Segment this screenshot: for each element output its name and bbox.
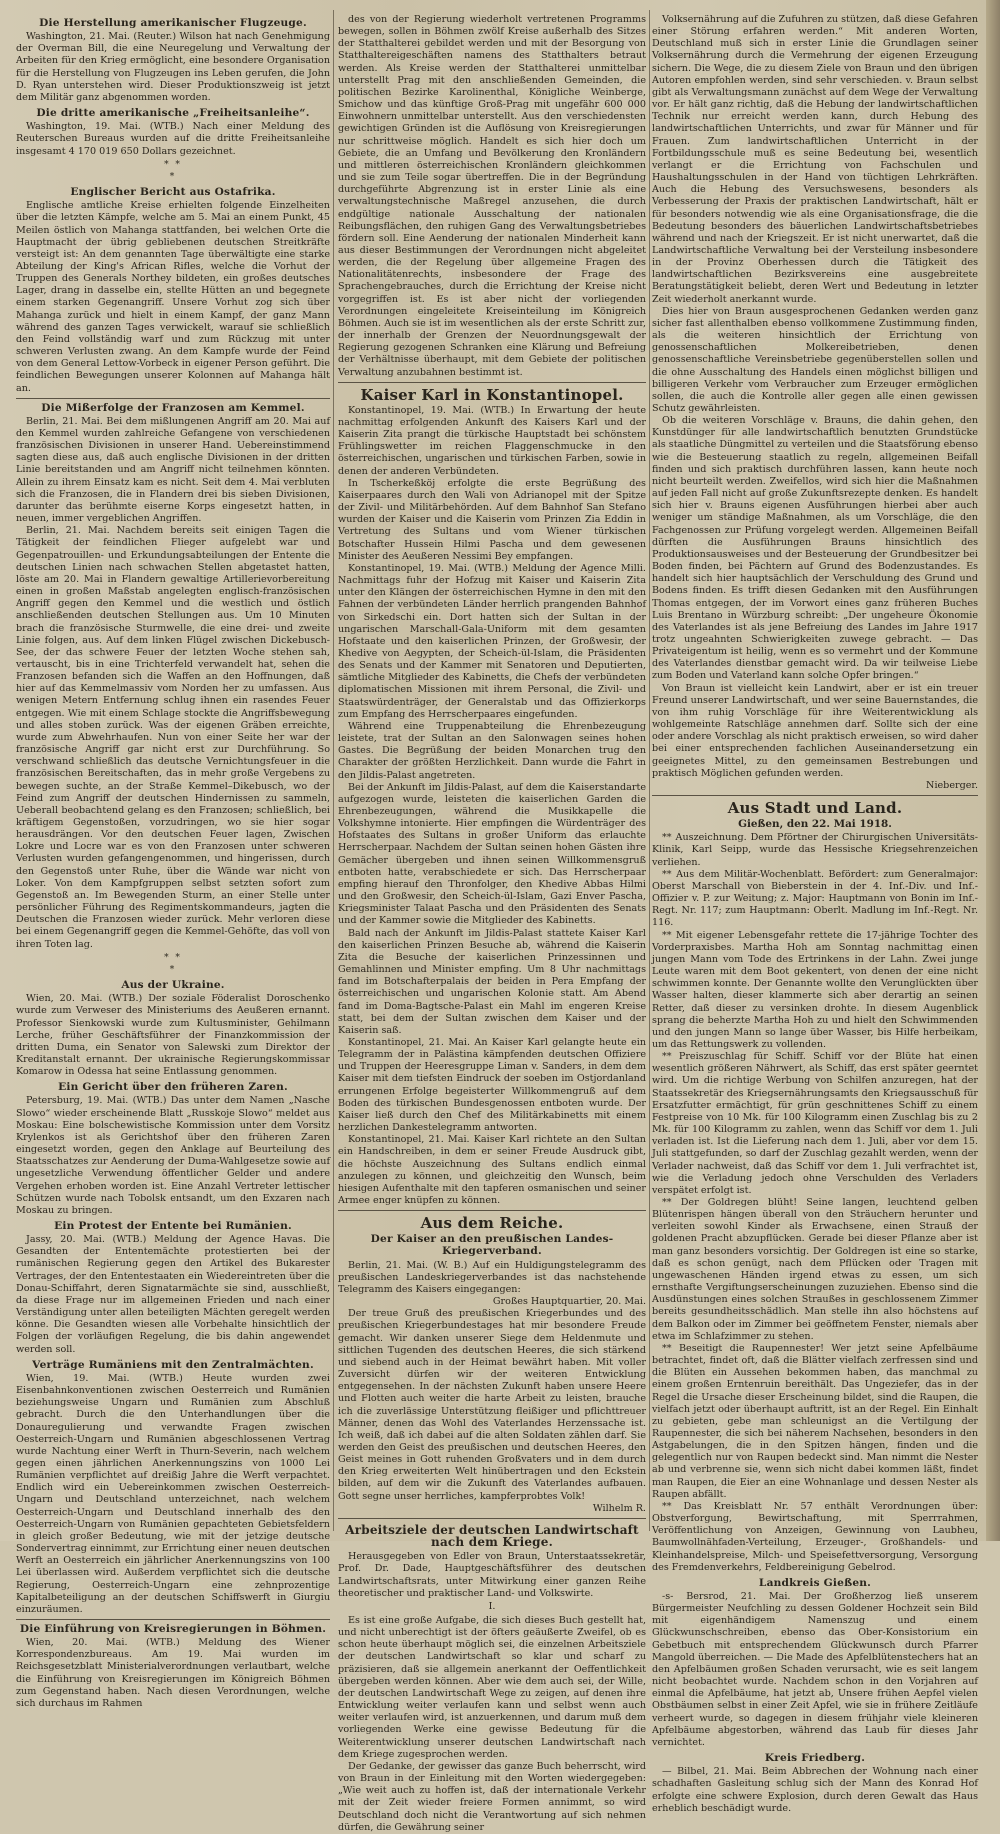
article-paragraph: Berlin, 21. Mai. Nachdem bereits seit einigen Tagen die Tätigkeit der feindlichen Flieger aufgelebt war und Gegenpatrouillen- und Erkundungsabteilungen der Entente die deutschen Linien nach schwachen Stellen abgetastet hatten, löste am 20. Mai in Flandern gewaltige Artillerievorbereitung einen in großen Maßstab angelegten englisch-französischen Angriff gegen den Kemmel und die westlich und östlich anschließenden deutschen Stellungen aus. Um 10 Minuten brach die französische Sturmwelle, die eine drei- und zweite Linie folgen, aus. Auf dem linken Flügel zwischen Dickebusch-See, der das schwere Feuer der letzten Woche stehen sah, vertauscht, bis in eine Trichterfeld verwandelt hat, sehen die Franzosen befanden sich die Waffen an den Hoffnungen, daß hier auf das Kemmelmassiv vom Norden her zu umfassen. Aus wenigen Metern Entfernung schlug ihnen ein rasendes Feuer entgegen. Wie mit einem Schlage stockte die Angriffsbewegung und alles stoben zurück. Was der eigenen Gräben erreichte, wurde zum Abwehrhaufen. Nun von einer Seite her war der französische Angriff gar nicht erst zur Durchführung. So verschwand schließlich das deutsche Vernichtungsfeuer in die französischen Bereitschaften, das in mehr große Vergebens zu bewegen suchte, an der Straße Kemmel–Dikebusch, wo der Feind zum Angriff der deutschen Hindernissen zu sammeln, Ueberall beobachtend gelang es den Franzosen; schließlich, bei kräftigem Gegenstoßen, vorzudringen, wo sie hier sogar herausdrängen. Vor den deutschen Feuer lagen, Zwischen Lokre und Locre war es von den Franzosen unter schweren Verlusten wurden gefangengenommen, und hingerissen, durch den Gegenstoß unter Ruhe, über die Wände war nicht von Loker. Von dem Kampfgruppen selbst setzten sofort zum Gegenstoß an. Im Bewegenden Sturm, an einer Stelle unter persönlicher Führung des Regimentskommandeurs, jagten die Deutschen die Franzosen wieder zurück. Mehr verloren diese bei einem Gegenangriff gegen die Kemmel-Gehöfte, das voll von ihren Toten lag. [16,525,330,950]
column-rule [649,10,650,1531]
article-paragraph: Berlin, 21. Mai. Bei dem mißlungenen Angriff am 20. Mai auf den Kemmel wurden zahlreiche Gefangene von verschiedenen französischen Divisionen in unserer Hand. Uebereinstimmend sagten diese aus, daß auch englische Divisionen in der dritten Linie bereitstanden und am Angriff nicht teilnehmen könnten. Allein zu ihrem Einsatz kam es nicht. Seit dem 4. Mai verbluten sich die Franzosen, die in Flandern drei bis sieben Divisionen, darunter das berühmte eiserne Korps eingesetzt hatten, in neuen, immer vergeblichen Angriffen. [16,415,330,525]
article-heading: Der Kaiser an den preußischen Landes-Kriegerverband. [370,1233,614,1258]
article-heading: Verträge Rumäniens mit den Zentralmächten. [32,1358,314,1371]
article-paragraph: Wien, 20. Mai. (WTB.) Meldung des Wiener Korrespondenzbureaus. Am 19. Mai wurden im Reichsgesetzblatt Ministerialverordnungen verlautbart, welche die Einführung von Kreisregierungen im Königreich Böhmen zum Gegenstand haben. Nach diesen Verordnungen, welche sich durchaus im Rahmen [16,1637,330,1709]
article-heading: Landkreis Gießen. [758,1576,872,1589]
article-subheading: I. [488,1600,496,1612]
article-paragraph: Volksernährung auf die Zufuhren zu stützen, daß diese Gefahren einer Störung erfahren werden.“ Mit anderen Worten, Deutschland muß sich in erster Linie die Grundlagen seiner Volksernährung durch die Vermehrung der eigenen Erzeugung sichern. Die Wege, die zu diesem Ziele von Braun und den übrigen Autoren empfohlen werden, sind sehr verschieden. v. Braun selbst gibt als Verwaltungsmann zunächst auf dem Wege der Verwaltung vor. Er hält ganz richtig, daß die Hebung der landwirtschaftlichen Technik nur erreicht werden kann, durch Hebung des landwirtschaftlichen Unterrichts, und zwar für Männer und für Frauen. Zum landwirtschaftlichen Unterricht in der Fortbildungsschule muß es seine Bedeutung bei, wesentlich verlangt er die Errichtung von Fachschulen und Haushaltungsschulen in der Hand von tüchtigen Lehrkräften. Auch die Hebung des Versuchswesens, besonders als Verbesserung der Praxis der praktischen Landwirtschaft, hält er für besonders notwendig wie als eine Organisationsfrage, die die Bedeutung besonders des bäuerlichen Landwirtschaftsbetriebes während und nach der Kriegszeit. Er ist nicht unerwartet, daß die Landwirtschaftliche Verwaltung bei der Versteilung insbesondere in der Provinz Oberhessen durch die Tätigkeit des landwirtschaftlichen Bezirksvereins eine ausgebreitete Beratungstätigkeit beliebt, deren Wert und Bedeutung in letzter Zeit wiederholt anerkannt wurde. [652,14,978,305]
article-heading: Ein Gericht über den früheren Zaren. [58,1081,288,1094]
article-heading: Die dritte amerikanische „Freiheitsanleihe“. [36,107,310,120]
article-paragraph: Der Gedanke, der gewisser das ganze Buch beherrscht, wird von Braun in der Einleitung mit den Worten wiedergegeben: „Wie weit auch zu hoffen ist, daß der internationale Verkehr mit der Zeit wieder freiere Formen annimmt, so wird Deutschland doch nicht die Verantwortung auf sich nehmen dürfen, die Gewährung seiner [338,1760,646,1833]
article-paragraph: Konstantinopel, 21. Mai. Kaiser Karl richtete an den Sultan ein Handschreiben, in dem er seiner Freude Ausdruck gibt, die höchste Auszeichnung des Sultans endlich einmal anzulegen zu können, und gleichzeitig den Wunsch, beim hiesigen Aufenthalte mit den tapferen osmanischen und seiner Armee enger knüpfen zu können. [338,1134,646,1206]
article-heading: Die Einführung von Kreisregierungen in Böhmen. [19,1623,327,1635]
article-heading: Aus dem Reiche. [420,1214,564,1233]
article-paragraph: Der treue Gruß des preußischen Kriegerbundes und des preußischen Kriegerbundestages hat mir besondere Freude gemacht. Wir danken unserer Siege dem Heldenmute und sittlichen Tugenden des deutschen Heeres, die sich stärkend und siebend auch in der Heimat bewährt haben. Mit voller Zuversicht dürfen wir der weiteren Entwicklung entgegensehen. In der nächsten Zukunft haben unsere Heere und Flotten auch weiter die harte Arbeit zu leisten, brauche ich die zuverlässige Unterstützung fleißiger und pflichttreuer Männer, denen das Wohl des Vaterlandes Herzenssache ist. Ich weiß, daß ich dabei auf die alten Soldaten zählen darf. Sie werden den Geist des preußischen und deutschen Heeres, den Geist meines in Gott ruhenden Großvaters und in dem durch den Krieg erweiterten Welt hinübertragen und den Eckstein bilden, auf dem wir die Zukunft des Vaterlandes aufbauen. Gott segne unser herrliches, kampferprobtes Volk! [338,1308,646,1502]
article-paragraph: Berlin, 21. Mai. (W. B.) Auf ein Huldigungstelegramm des preußischen Landeskriegerverbandes ist das nachstehende Telegramm des Kaisers eingegangen: [338,1259,646,1295]
column-left [16,14,330,1709]
article-paragraph: ** Aus dem Militär-Wochenblatt. Befördert: zum Generalmajor: Oberst Marschall von Bieberstein in der 4. Inf.-Div. und Inf.-Offizier v. P. zur Weitung; z. Major: Hauptmann von Bonin im Inf.-Regt. Nr. 117; zum Hauptmann: Oberlt. Madlung im Inf.-Regt. Nr. 116. [652,868,978,929]
article-paragraph: Von Braun ist vielleicht kein Landwirt, aber er ist ein treuer Freund unserer Landwirtschaft, und wer seine Bauernstandes, die von ihm ruhig Vorschläge für ihre Weiterentwicklung als wohlgemeinte Ratschläge annehmen darf. Sollte sich der eine oder andere Vorschlag als nicht praktisch erweisen, so wird daher bei einer entsprechenden fachlichen Auseinandersetzung ein geeignetes Mittel, zu den gemeinsamen Bestrebungen und praktisch Möglichen gefunden werden. [652,682,978,779]
article-paragraph: ** Das Kreisblatt Nr. 57 enthält Verordnungen über: Obstverforgung, Bewirtschaftung, mit Sperrrahmen, Veröffentlichung von Anzeigen, Gewinnung von Laubheu, Baumwollnähfaden-Verteilung, Erzeuger-, Großhandels- und Kleinhandelspreise, Milch- und Speisefettversorgung, Versorgung des Fremdenverkehrs, Feldbereinigung Gebelrod. [652,1500,978,1573]
page-edge [986,0,1000,1541]
article-paragraph: Es ist eine große Aufgabe, die sich dieses Buch gestellt hat, und nicht unberechtigt ist der öfters geäußerte Zweifel, ob es schon heute überhaupt möglich sei, die einzelnen Arbeitsziele der deutschen Landwirtschaft so klar und scharf zu präzisieren, daß sie allgemein anerkannt der Oeffentlichkeit übergeben werden können. Aber wie dem auch sei, der Wille, der deutschen Landwirtschaft Wege zu zeigen, auf denen ihre Entwicklung weiter verlaufen kann und selbst wenn auch weiter verlaufen wird, ist anzuerkennen, und darum muß dem vorliegenden Werke eine gewisse Bedeutung für die Weiterentwicklung unserer deutschen Landwirtschaft nach dem Kriege zugesprochen werden. [338,1615,646,1760]
article-divider [338,382,646,383]
article-paragraph: Washington, 21. Mai. (Reuter.) Wilson hat nach Genehmigung der Overman Bill, die eine Neuregelung und Verwaltung der Arbeiten für den Krieg ermöglicht, eine besondere Organisation für die Herstellung von Flugzeugen ins Leben gerufen, die John D. Ryan unterstehen wird. Dieser Produktionszweig ist jetzt dem Militär ganz abgenommen worden. [16,31,330,103]
article-paragraph: ** Mit eigener Lebensgefahr rettete die 17-jährige Tochter des Vorderpraxisbes. Martha Hoh am Sonntag nachmittag einen jungen Mann vom Tode des Ertrinkens in der Lahn. Zwei junge Leute waren mit dem Boot gekentert, von denen der eine nicht schwimmen konnte. Der Genannte wollte den Verunglückten über Wasser halten, dieser klammerte sich aber derartig an seinen Retter, daß dieser zu versinken drohte. In diesem Augenblick sprang die beherzte Martha Hoh zu und hielt den Schwimmenden und den jungen Mann so lange über Wasser, bis Hilfe herbeikam, um das Rettungswerk zu vollenden. [652,929,978,1050]
article-divider [338,1518,646,1519]
article-paragraph: Konstantinopel, 19. Mai. (WTB.) In Erwartung der heute nachmittag erfolgenden Ankunft des Kaisers Karl und der Kaiserin Zita prangt die türkische Hauptstadt bei schönstem Frühlingswetter im reichen Flaggenschmucke in den österreichischen, ungarischen und türkischen Farben, sowie in denen der anderen Verbündeten. [338,404,646,477]
article-heading: Die Mißerfolge der Franzosen am Kemmel. [41,401,305,414]
article-paragraph: Wien, 19. Mai. (WTB.) Heute wurden zwei Eisenbahnkonventionen zwischen Oesterreich und Rumänien beziehungsweise Ungarn und Rumänien zum Abschluß gebracht. Durch die den Unterhandlungen über die Donauregulierung und verwandte Fragen zwischen Oesterreich-Ungarn und Rumänien abgeschlossenen Vertrag wurde Nachtung einer Werft in Thurn-Severin, nach welchem gegen einen jährlichen Anerkennungszins von 1000 Lei Rumänien verpflichtet auf dreißig Jahre die Werft verpachtet. Endlich wird ein Uebereinkommen zwischen Oesterreich-Ungarn und Deutschland unterzeichnet, nach welchem Oesterreich-Ungarn und Deutschland innerhalb des den Oesterreich-Ungarn von Rumänien gepachteten Gebietsfeldern in gleich großer Bedeutung, wie mit der jetzige deutsche Sondervertrag einnimmt, zur Errichtung einer neuen deutschen Werft an Oesterreich ein jährlicher Anerkennungszins von 100 Lei überlassen wird. Außerdem verpflichtet sich die deutsche Regierung, Oesterreich-Ungarn eine zehnprozentige Kapitalbeteiligung an der deutschen Schiffswerft in Giurgiu einzuräumen. [16,1372,330,1615]
article-paragraph: ** Preiszuschlag für Schiff. Schiff vor der Blüte hat einen wesentlich größeren Nährwert, als Schiff, das erst später geerntet wird. Um die richtige Werbung von Schilfen anzuregen, hat der Staatssekretär des Kriegsernährungsamts den Kriegsausschuß für Ersatzfutter ermächtigt, für grün geschnittenes Schiff zu einem Festpreise von 10 Mk. für 100 Kilogramm einen Zuschlag bis zu 2 Mk. für 100 Kilogramm zu zahlen, wenn das Schiff vor dem 1. Juli verladen ist. Ist die Lieferung nach dem 1. Juli, aber vor dem 15. Juli stattgefunden, so darf der Zuschlag gezahlt werden, wenn der Verlader nachweist, daß das Schiff vor dem 1. Juli verfrachtet ist, wie die Verladung jedoch ohne Verschulden des Verladers verspätet erfolgt ist. [652,1051,978,1196]
article-heading: Arbeitsziele der deutschen Landwirtschaft nach dem Kriege. [345,1522,639,1550]
article-paragraph: Während eine Truppenabteilung die Ehrenbezeugung leistete, trat der Sultan an den Salonwagen seines hohen Gastes. Die Begrüßung der beiden Monarchen trug den Charakter der größten Herzlichkeit. Dann wurde die Fahrt in den Jildis-Palast angetreten. [338,720,646,781]
article-heading: Aus Stadt und Land. [727,799,903,817]
article-divider [652,795,978,796]
article-paragraph: -s- Bersrod, 21. Mai. Der Großherzog ließ unserem Bürgermeister Neufchling zu dessen Goldener Hochzeit sein Bild mit eigenhändigem Namenszug und einem Glückwunschschreiben, ebenso das Ober-Konsistorium ein Gebetbuch mit entsprechendem Glückwunsch durch Pfarrer Mangold überreichen. — Die Made des Apfelblütenstechers hat an den Apfelbäumen großen Schaden verursacht, wie es seit langem nicht beobachtet wurde. Nachdem schon in den Vorjahren auf einmal die Apfelbäume, hat jetzt ab, Unsere frühen Aepfel vielen Obstbäumen selbst in einer Zeit Apfel, wie sie in frühere Zeitläufe verheert wurde, so dagegen in diesem frühjahr viele kleineren Apfelbäume abgestorben, während das Laub für dieses Jahr vernichtet. [652,1591,978,1748]
article-paragraph: Petersburg, 19. Mai. (WTB.) Das unter dem Namen „Nasche Slowo“ wieder erscheinende Blatt „Russkoje Slowo“ meldet aus Moskau: Eine bolschewistische Kommission unter dem Vorsitz Krylenkos ist als Gerichtshof über den früheren Zaren eingesetzt worden, gegen den Anklage auf Beurteilung des Staatsschatzes zur Aenderung der Duma-Wahlgesetze sowie auf ungesetzliche Verwendung öffentlicher Gelder und andere Vergehen erhoben worden ist. Eine Anzahl Vertreter lettischer Schützen wurde nach Tobolsk entsandt, um den Exzaren nach Moskau zu bringen. [16,1095,330,1216]
article-divider [16,398,330,399]
article-paragraph: In Tscherkeßköj erfolgte die erste Begrüßung des Kaiserpaares durch den Wali von Adrianopel mit der Spitze der Zivil- und Militärbehörden. Auf dem Bahnhof San Stefano wurden der Kaiser und die Kaiserin vom Prinzen Zia Eddin in Vertretung des Sultans und vom Wiener türkischen Botschafter Hussein Hilmi Pascha und dem gewesenen Minister des Aeußeren Nessimi Bey empfangen. [338,477,646,562]
article-paragraph: Washington, 19. Mai. (WTB.) Nach einer Meldung des Reuterschen Bureaus wurden auf die dritte Freiheitsanleihe insgesamt 4 170 019 650 Dollars gezeichnet. [16,121,330,157]
article-signature: Nieberger. [926,779,978,791]
article-heading: Kaiser Karl in Konstantinopel. [360,385,624,404]
column-rule [333,10,334,1531]
article-paragraph: Bald nach der Ankunft im Jildis-Palast stattete Kaiser Karl den kaiserlichen Prinzen Besuche ab, während die Kaiserin Zita die Besuche der kaiserlichen Prinzessinnen und Gemahlinnen und Minister empfing. Um 8 Uhr nachmittags fand im Botschafterpalais der beiden in Pera Empfang der österreichischen und ungarischen Kolonie statt. Am Abend fand im Doma-Bagtsche-Palast ein Mahl im engeren Kreise statt, bei dem der Sultan zwischen dem Kaiser und der Kaiserin saß. [338,927,646,1036]
article-paragraph: ** Auszeichnung. Dem Pförtner der Chirurgischen Universitäts-Klinik, Karl Seipp, wurde das Hessische Kriegsehrenzeichen verliehen. [652,832,978,868]
column-right [652,14,978,1814]
article-paragraph: Englische amtliche Kreise erhielten folgende Einzelheiten über die letzten Kämpfe, welche am 5. Mai an einem Punkt, 45 Meilen östlich von Mahanga stattfanden, bei welchen Orte die Hauptmacht der übrig gebliebenen deutschen Streitkräfte versteigt ist: An dem genannten Tage überwältigte eine starke Abteilung der King's African Rifles, welche die Vorhut der Truppen des Generals Northey bildeten, ein großes deutsches Lager, drang in dasselbe ein, stellte Hütten an und begegnete einem starken Gegenangriff. Unsere Vorhut zog sich über Mahanga zurück und hielt in einem Kampf, der ganz Mann während des ganzen Tages verwickelt, warauf sie schließlich den Feind vollständig warf und zum Rückzug mit unter schweren Verlusten zwang. An dem Kampfe wurde der Feind von dem General Lettow-Vorbeck in eigener Person geführt. Die feindlichen Bewegungen unserer Kolonnen auf Mahanga hält an. [16,200,330,394]
article-divider [16,1619,330,1620]
article-paragraph: Konstantinopel, 19. Mai. (WTB.) Meldung der Agence Milli. Nachmittags fuhr der Hofzug mit Kaiser und Kaiserin Zita unter den Klängen der österreichischen Hymne in den mit den Fahnen der verbündeten Länder herrlich prangenden Bahnhof von Sirkedschi ein. Dort hatten sich der Sultan in der ungarischen Marschall-Gala-Uniform mit dem gesamten Hofstaate und den kaiserlichen Prinzen, der Großwesir, der Khedive von Aegypten, der Scheich-ül-Islam, die Präsidenten des Senats und der Kammer mit Senatoren und Deputierten, sämtliche Mitglieder des Kabinetts, die Chefs der verbündeten diplomatischen Missionen mit ihrem Personal, die Zivil- und Staatswürdenträger, der Generalstab und das Offizierkorps zum Empfang des Herrscherpaares eingefunden. [338,562,646,720]
article-paragraph: Jassy, 20. Mai. (WTB.) Meldung der Agence Havas. Die Gesandten der Ententemächte protestierten bei der rumänischen Regierung gegen den Artikel des Bukarester Vertrages, der den Ententestaaten ein Wiedereintreten über die Donau-Schiffahrt, deren Signatarmächte sie sind, ausschließt, da diese Frage nur im allgemeinen Frieden und nach einer Verständigung unter allen beteiligten Mächten geregelt werden könne. Die Gesandten wiesen alle Vorbehalte hinsichtlich der Folgen der vorläufigen Regelung, die bis dahin angewendet werden soll. [16,1234,330,1355]
article-paragraph: Bei der Ankunft im Jildis-Palast, auf dem die Kaiserstandarte aufgezogen wurde, leisteten die kaiserlichen Garden die Ehrenbezeugungen, während die Musikkapelle die Volkshymne intonierte. Hier empfingen die Würdenträger des Hofstaates des Sultans in großer Uniform das erlauchte Herrscherpaar. Nachdem der Sultan seinen hohen Gästen ihre Gemächer übergeben und ihnen seinen Willkommensgruß entboten hatte, verabschiedete er sich. Das Herrscherpaar empfing hierauf den Thronfolger, den Khedive Abbas Hilmi und den Großwesir, den Scheich-ül-Islam, Gazi Enver Pascha, Kriegsminister Talaat Pascha und den Präsidenten des Senats und der Kammer sowie die Mitglieder des Kabinetts. [338,781,646,927]
article-divider [338,1210,646,1211]
section-dateline: Gießen, den 22. Mai 1918. [738,818,892,831]
article-paragraph: Wien, 20. Mai. (WTB.) Der soziale Föderalist Doroschenko wurde zum Verweser des Ministeriums des Aeußeren ernannt. Professor Sienkowski wurde zum Kultusminister, Gehilmann Lerche, früher Geschäftsführer der Finanzkommission der dritten Duma, ein Senator von Salewski zum Direktor der Kreditanstalt ernannt. Der ukrainische Regierungskommissar Komarow in Odessa hat seine Entlassung genommen. [16,993,330,1078]
article-heading: Aus der Ukraine. [121,979,225,992]
asterism-separator: * * * [164,952,182,975]
article-heading: Kreis Friedberg. [764,1752,866,1765]
article-heading: Die Herstellung amerikanischer Flugzeuge. [39,17,307,29]
article-paragraph: — Bilbel, 21. Mai. Beim Abbrechen der Wohnung nach einer schadhaften Gasleitung schlug sich der Mann des Konrad Hof erfolgte eine schwere Explosion, durch deren Gewalt das Haus erheblich beschädigt wurde. [652,1766,978,1814]
article-signature: Wilhelm R. [592,1502,646,1514]
article-paragraph: Konstantinopel, 21. Mai. An Kaiser Karl gelangte heute ein Telegramm der in Palästina kämpfenden deutschen Offiziere und Truppen der Heeresgruppe Liman v. Sanders, in dem dem Kaiser mit dem tiefsten Eindruck der soeben im Ostjordanland errungenen Erfolge begeisterter Willkommengruß auf dem Boden des türkischen Bundesgenossen entboten wurde. Der Kaiser ließ durch den Chef des Militärkabinetts mit einem herzlichen Dankestelegramm antworten. [338,1036,646,1134]
asterism-separator: * * * [164,159,182,182]
article-heading: Englischer Bericht aus Ostafrika. [70,186,276,199]
article-paragraph: Dies hier von Braun ausgesprochenen Gedanken werden ganz sicher fast allenthalben ebenso vollkommene Zustimmung finden, als die weiteren hinsichtlich der Errichtung von genossenschaftlichen Molkereibetrieben, denen genossenschaftliche Vereinsbetriebe gegenüberstellen sollen und die ohne Ausschaltung des Handels einen möglichst billigen und billigeren Verkehr vom Verbraucher zum Erzeuger ermöglichen sollen, die auch die Kontrolle aller gegen alle einen gewissen Schutz gewährleisten. [652,305,978,414]
article-paragraph: des von der Regierung wiederholt vertretenen Programms bewegen, sollen in Böhmen zwölf Kreise außerhalb des Sitzes der Statthalterei gebildet werden und mit der Besorgung von Statthaltereigeschäften namens des Statthalters betraut werden. Als Kreise werden der Statthalterei unmittelbar unterstellt Prag mit den anschließenden Gemeinden, die politischen Bezirke Karolinenthal, Königliche Weinberge, Smichow und das künftige Groß-Prag mit ungefähr 600 000 Einwohnern unmittelbar unterstellt. Aus den verschiedensten gewichtigen Gründen ist die Auflösung von Kreisregierungen nur schrittweise möglich. Handelt es sich hier doch um Gebiete, die an Umfang und Bevölkerung den Kronländern und mittleren österreichischen Kronländern gleichkommen und sie zum Teile sogar übertreffen. Die in der Begründung durchgeführte Abgrenzung ist in erster Linie als eine verwaltungstechnische Maßregel anzusehen, die durch endgültige nationale Ausschaltung der nationalen Reibungsflächen, den ruhigen Gang des Verwaltungsbetriebes fördern soll. Eine Aenderung der nationalen Minderheit kann aus dieser Bestimmungen der Verordnungen nicht abgeleitet werden, die der Regelung über allgemeine Fragen des Nationalitätenrechts, insbesondere der Frage des Sprachengebrauches, durch die Errichtung der Kreise nicht vorgegriffen ist. Es ist aber nicht der vorliegenden Verordnungen eingeleitete Kreiseinteilung im Königreich Böhmen. Auch sie ist im wesentlichen als der erste Schritt zur, der innerhalb der Grenzen der Neuordnungsgewalt der Regierung gezogenen Schranken eine Klärung und Befreiung der Verhältnisse überhaupt, mit dem Gebiete der politischen Verwaltung anzubahnen bestimmt ist. [338,14,646,378]
article-paragraph: Ob die weiteren Vorschläge v. Brauns, die dahin gehen, den Kunstdünger für alle landwirtschaftlich benutzten Grundstücke als staatliche Düngmittel zu verteilen und die Staatsförung ebenso wie die Besteuerung staatlich zu regeln, allgemeinen Beifall finden und sich praktisch durchführen lassen, kann heute noch nicht beurteilt werden. Zweifellos, wird sich hier die Maßnahmen auf jeden Fall nicht auf große Zukunftsrezepte denken. Es handelt sich hier v. Brauns eigenen Ausführungen hierbei aber auch weniger um ständige Maßnahmen, als um Vorschläge, die den Fachgenossen zur Prüfung vorgelegt werden. Allgemeinen Beifall dürften die Ausführungen Brauns hinsichtlich des Produktionsausweises und der Besteuerung der Grundbesitzer bei Boden finden, bei Pächtern auf Grund des Bodenzustandes. Es handelt sich hier hauptsächlich der Verschuldung des Grund und Bodens finden. Es trifft diesen Gedanken mit den Ausführungen Thomas entgegen, der im Vorwort eines ganz früheren Buches Luis Brentano in Würzburg schreibt: „Der ungeheure Ökonomie des Vaterlandes ist als jene Befreiung des Landes im Jahre 1917 trotz ungeahnten Schwierigkeiten zuwege gebracht. — Das Privateigentum ist heilig, wenn es so vermehrt und der Kommune des Vaterlandes dienstbar gemacht wird. Da wir teilweise Liebe zum Boden und Vaterland kann solche Opfer bringen.“ [652,415,978,682]
article-paragraph: Herausgegeben von Edler von Braun, Unterstaatssekretär, Prof. Dr. Dade, Hauptgeschäftsführer des deutschen Landwirtschaftsrats, unter Mitwirkung einer ganzen Reihe theoretischer und praktischer Land- und Volkswirte. [338,1551,646,1599]
article-heading: Ein Protest der Entente bei Rumänien. [54,1220,292,1232]
column-middle [338,14,646,1833]
article-paragraph: ** Der Goldregen blüht! Seine langen, leuchtend gelben Blütenrispen hängen überall von den Sträuchern herunter und verleiten sowohl Kinder als Erwachsene, einen Strauß der goldenen Pracht abzupflücken. Gerade bei dieser Pflanze aber ist man ganz besonders vorsichtig. Der Goldregen ist eine so starke, daß es schon genügt, nach dem Pflücken oder Tragen mit ungewaschenen Händen irgend etwas zu essen, um sich ernsthafte Vergiftungserscheinungen zuzuziehen. Ebenso sind die Ausdünstungen eines solchen Straußes in geschlossenem Zimmer bereits gesundheitsschädlich. Man stelle ihn also höchstens auf dem Balkon oder im Zimmer bei geöffnetem Fenster, niemals aber etwa im Schlafzimmer zu stehen. [652,1197,978,1342]
article-paragraph: ** Beseitigt die Raupennester! Wer jetzt seine Apfelbäume betrachtet, findet oft, daß die Blätter vielfach zerfressen sind und die Blüten ein Aussehen bekommen haben, das manchmal zu einem großen Erntenruin bereithält. Das Ungeziefer, das in der Regel die Ursache dieser Erscheinung bildet, sind die Raupen, die vielfach jetzt oder überhaupt auftritt, ist an der Regel. Ein Einhalt zu gebieten, gebe man schleunigst an die Vertilgung der Raupennester, die sich bei näherem Nachsehen, besonders in den Astgabelungen, die in den Spitzen hängen, finden und die gelegentlich nur von Raupen bedeckt sind. Man nimmt die Nester ab und verbrenne sie, wenn sich nicht dabei kommen läßt, findet man Raupen, die Eier an eine Wohnanlage und dessen Nester als Raupen abfällt. [652,1342,978,1500]
article-signature: Großes Hauptquartier, 20. Mai. [492,1296,646,1308]
